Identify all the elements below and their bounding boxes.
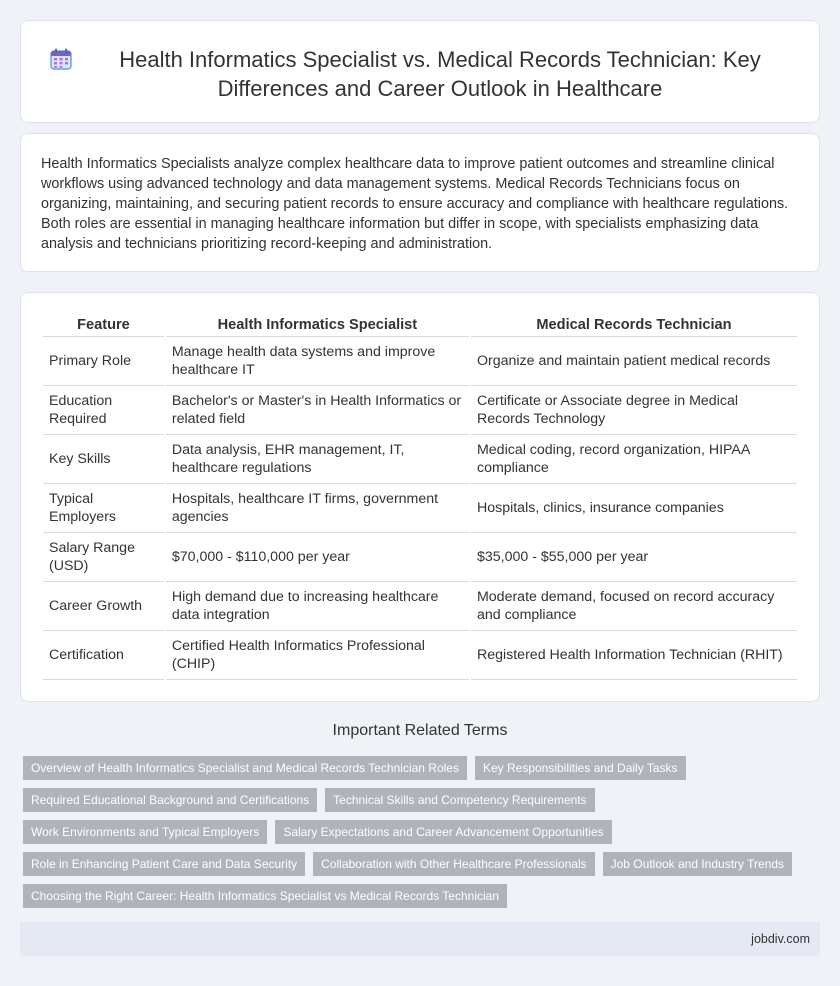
title-card — [20, 20, 820, 123]
table-row — [43, 582, 797, 631]
cell-specialist: Bachelor's or Master's in Health Informatics or related field — [166, 386, 469, 435]
table-row — [43, 337, 797, 386]
related-term-link[interactable]: Job Outlook and Industry Trends — [603, 852, 792, 876]
header-specialist: Health Informatics Specialist — [166, 313, 469, 337]
intro-paragraph: Health Informatics Specialists analyze complex healthcare data to improve patient outcomes and streamline clinical workflows using advanced technology and data management systems. Medical Records Technicians focus on organizing, maintaining, and securing patient records to ensure accuracy and compliance with healthcare regulations. Both roles are essential in managing healthcare information but differ in scope, with specialists emphasizing data analysis and technicians prioritizing record-keeping and administration. — [41, 156, 789, 252]
related-term-link[interactable]: Choosing the Right Career: Health Informatics Specialist vs Medical Records Technician — [23, 884, 507, 908]
intro-card — [20, 133, 820, 272]
related-term-link[interactable]: Technical Skills and Competency Requirements — [325, 788, 594, 812]
cell-feature: Career Growth — [43, 582, 164, 631]
related-terms-tags — [23, 756, 813, 908]
related-term-link[interactable]: Work Environments and Typical Employers — [23, 820, 267, 844]
cell-specialist: $70,000 - $110,000 per year — [166, 533, 469, 582]
comparison-card — [20, 292, 820, 702]
related-term-link[interactable]: Overview of Health Informatics Specialist and Medical Records Technician Roles — [23, 756, 467, 780]
cell-technician: Registered Health Information Technician (RHIT) — [471, 631, 797, 680]
table-row — [43, 533, 797, 582]
footer-site-link[interactable]: jobdiv.com — [751, 932, 810, 946]
table-header-row — [43, 313, 797, 337]
cell-technician: Hospitals, clinics, insurance companies — [471, 484, 797, 533]
related-term-link[interactable]: Salary Expectations and Career Advancement Opportunities — [275, 820, 611, 844]
cell-technician: Organize and maintain patient medical records — [471, 337, 797, 386]
header-technician: Medical Records Technician — [471, 313, 797, 337]
cell-specialist: Hospitals, healthcare IT firms, government agencies — [166, 484, 469, 533]
cell-technician: Certificate or Associate degree in Medical Records Technology — [471, 386, 797, 435]
cell-feature: Certification — [43, 631, 164, 680]
comparison-table — [41, 313, 799, 680]
cell-specialist: Certified Health Informatics Professional (CHIP) — [166, 631, 469, 680]
cell-technician: $35,000 - $55,000 per year — [471, 533, 797, 582]
cell-technician: Medical coding, record organization, HIPAA compliance — [471, 435, 797, 484]
cell-specialist: Manage health data systems and improve healthcare IT — [166, 337, 469, 386]
related-term-link[interactable]: Key Responsibilities and Daily Tasks — [475, 756, 686, 780]
table-row — [43, 386, 797, 435]
related-term-link[interactable]: Collaboration with Other Healthcare Professionals — [313, 852, 594, 876]
cell-feature: Salary Range (USD) — [43, 533, 164, 582]
cell-specialist: Data analysis, EHR management, IT, healthcare regulations — [166, 435, 469, 484]
table-row — [43, 435, 797, 484]
table-row — [43, 484, 797, 533]
table-row — [43, 631, 797, 680]
cell-feature: Key Skills — [43, 435, 164, 484]
header-feature: Feature — [43, 313, 164, 337]
cell-specialist: High demand due to increasing healthcare data integration — [166, 582, 469, 631]
cell-feature: Primary Role — [43, 337, 164, 386]
related-term-link[interactable]: Role in Enhancing Patient Care and Data Security — [23, 852, 305, 876]
related-terms-heading: Important Related Terms — [332, 722, 508, 739]
footer — [20, 922, 820, 956]
page-title: Health Informatics Specialist vs. Medical Records Technician: Key Differences and Career Outlook in Healthcare — [119, 47, 761, 101]
cell-feature: Typical Employers — [43, 484, 164, 533]
cell-feature: Education Required — [43, 386, 164, 435]
cell-technician: Moderate demand, focused on record accuracy and compliance — [471, 582, 797, 631]
related-term-link[interactable]: Required Educational Background and Certifications — [23, 788, 317, 812]
